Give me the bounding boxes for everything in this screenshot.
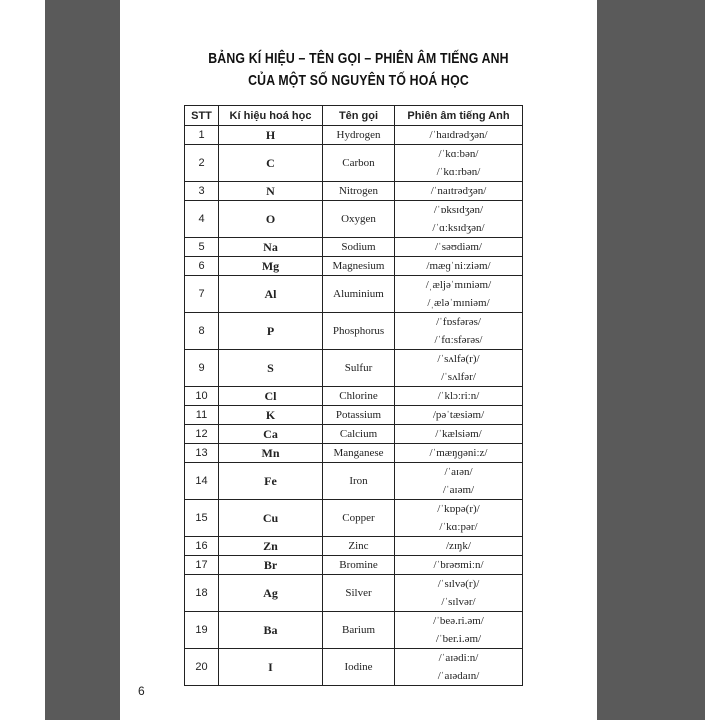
cell-stt: 9 — [185, 350, 219, 387]
pronunciation-line: /ˈɒksɪdʒən/ — [433, 204, 484, 216]
pronunciation-line: /ˈaɪədaɪn/ — [437, 670, 480, 682]
cell-stt: 7 — [185, 276, 219, 313]
cell-name: Chlorine — [323, 387, 395, 406]
cell-stt: 4 — [185, 201, 219, 238]
pronunciation-line: /ˈnaɪtrədʒən/ — [430, 185, 487, 197]
cell-pronunciation — [395, 238, 523, 257]
cell-stt: 3 — [185, 182, 219, 201]
header-symbol: Kí hiệu hoá học — [219, 106, 323, 126]
pronunciation-line: /ˈsəʊdiəm/ — [435, 241, 482, 253]
cell-symbol: Zn — [219, 537, 323, 556]
table-row — [185, 145, 523, 182]
cell-symbol: I — [219, 649, 323, 686]
pronunciation-line: /pəˈtæsiəm/ — [432, 409, 485, 421]
cell-pronunciation — [395, 126, 523, 145]
pronunciation-line: /ˈsɪlvər/ — [441, 596, 476, 608]
cell-symbol: Ag — [219, 575, 323, 612]
table-row — [185, 387, 523, 406]
cell-name: Aluminium — [323, 276, 395, 313]
cell-symbol: N — [219, 182, 323, 201]
header-name: Tên gọi — [323, 106, 395, 126]
table-row — [185, 313, 523, 350]
title-line-2: CỦA MỘT SỐ NGUYÊN TỐ HOÁ HỌC — [248, 72, 469, 89]
pronunciation-line: /ˈkælsiəm/ — [435, 428, 482, 440]
pronunciation-line: /ˈbeə.ri.əm/ — [433, 615, 484, 627]
cell-stt: 2 — [185, 145, 219, 182]
cell-stt: 20 — [185, 649, 219, 686]
cell-name: Potassium — [323, 406, 395, 425]
table-row — [185, 556, 523, 575]
cell-name: Phosphorus — [323, 313, 395, 350]
table-row — [185, 425, 523, 444]
cell-pronunciation — [395, 425, 523, 444]
cell-symbol: Mg — [219, 257, 323, 276]
cell-name: Bromine — [323, 556, 395, 575]
cell-name: Iodine — [323, 649, 395, 686]
cell-name: Silver — [323, 575, 395, 612]
table-row — [185, 649, 523, 686]
table-row — [185, 463, 523, 500]
page-number: 6 — [138, 684, 145, 698]
cell-symbol: Cl — [219, 387, 323, 406]
cell-symbol: Br — [219, 556, 323, 575]
elements-table — [184, 105, 523, 686]
table-row — [185, 182, 523, 201]
cell-pronunciation — [395, 649, 523, 686]
cell-pronunciation — [395, 145, 523, 182]
table-header-row — [185, 106, 523, 126]
cell-symbol: H — [219, 126, 323, 145]
cell-stt: 19 — [185, 612, 219, 649]
table-row — [185, 238, 523, 257]
pronunciation-line: /ˈmæŋɡəniːz/ — [429, 447, 488, 459]
header-stt: STT — [185, 106, 219, 126]
table-row — [185, 126, 523, 145]
pronunciation-line: /mæɡˈniːziəm/ — [426, 260, 491, 272]
pronunciation-line: /ˌæləˈmɪniəm/ — [427, 297, 490, 309]
cell-symbol: Mn — [219, 444, 323, 463]
cell-pronunciation — [395, 537, 523, 556]
cell-stt: 5 — [185, 238, 219, 257]
cell-name: Calcium — [323, 425, 395, 444]
cell-stt: 14 — [185, 463, 219, 500]
cell-stt: 8 — [185, 313, 219, 350]
pronunciation-line: /ˈber.i.əm/ — [435, 633, 482, 645]
pronunciation-line: /ˈkɑːpər/ — [439, 521, 478, 533]
pronunciation-line: /ˈɑːksɪdʒən/ — [432, 222, 485, 234]
pronunciation-line: /ˈsʌlfə(r)/ — [437, 353, 480, 365]
pronunciation-line: /ˈkɑːrbən/ — [436, 166, 481, 178]
pronunciation-line: /ˈklɔːriːn/ — [437, 390, 480, 402]
cell-name: Iron — [323, 463, 395, 500]
cell-name: Hydrogen — [323, 126, 395, 145]
pronunciation-line: /zɪŋk/ — [446, 540, 471, 552]
page-title — [163, 48, 554, 92]
cell-name: Zinc — [323, 537, 395, 556]
pronunciation-line: /ˈfɒsfərəs/ — [436, 316, 481, 328]
cell-pronunciation — [395, 276, 523, 313]
cell-stt: 13 — [185, 444, 219, 463]
table-row — [185, 276, 523, 313]
pronunciation-line: /ˌæljəˈmɪniəm/ — [425, 279, 492, 291]
cell-pronunciation — [395, 257, 523, 276]
cell-pronunciation — [395, 612, 523, 649]
cell-pronunciation — [395, 444, 523, 463]
cell-pronunciation — [395, 182, 523, 201]
cell-stt: 11 — [185, 406, 219, 425]
table-row — [185, 350, 523, 387]
cell-stt: 6 — [185, 257, 219, 276]
cell-pronunciation — [395, 406, 523, 425]
cell-name: Oxygen — [323, 201, 395, 238]
cell-symbol: P — [219, 313, 323, 350]
pronunciation-line: /ˈaɪədiːn/ — [438, 652, 479, 664]
cell-pronunciation — [395, 387, 523, 406]
cell-stt: 12 — [185, 425, 219, 444]
pronunciation-line: /ˈkɒpə(r)/ — [437, 503, 480, 515]
pronunciation-line: /ˈaɪən/ — [444, 466, 473, 478]
cell-name: Magnesium — [323, 257, 395, 276]
cell-name: Carbon — [323, 145, 395, 182]
cell-stt: 15 — [185, 500, 219, 537]
cell-symbol: Na — [219, 238, 323, 257]
header-pronunciation: Phiên âm tiếng Anh — [395, 106, 523, 126]
cell-symbol: C — [219, 145, 323, 182]
table-row — [185, 257, 523, 276]
cell-pronunciation — [395, 350, 523, 387]
cell-name: Copper — [323, 500, 395, 537]
table-row — [185, 201, 523, 238]
cell-pronunciation — [395, 556, 523, 575]
title-line-1: BẢNG KÍ HIỆU – TÊN GỌI – PHIÊN ÂM TIẾNG ANH — [208, 50, 509, 67]
pronunciation-line: /ˈfɑːsfərəs/ — [434, 334, 483, 346]
cell-stt: 16 — [185, 537, 219, 556]
cell-name: Nitrogen — [323, 182, 395, 201]
cell-symbol: Ca — [219, 425, 323, 444]
cell-name: Barium — [323, 612, 395, 649]
cell-name: Sulfur — [323, 350, 395, 387]
cell-name: Manganese — [323, 444, 395, 463]
pronunciation-line: /ˈaɪəm/ — [442, 484, 475, 496]
pronunciation-line: /ˈbrəʊmiːn/ — [433, 559, 484, 571]
cell-pronunciation — [395, 575, 523, 612]
table-row — [185, 500, 523, 537]
cell-pronunciation — [395, 201, 523, 238]
cell-symbol: K — [219, 406, 323, 425]
cell-name: Sodium — [323, 238, 395, 257]
table-row — [185, 612, 523, 649]
cell-symbol: O — [219, 201, 323, 238]
pronunciation-line: /ˈsʌlfər/ — [441, 371, 476, 383]
pronunciation-line: /ˈhaɪdrədʒən/ — [429, 129, 488, 141]
cell-symbol: S — [219, 350, 323, 387]
cell-pronunciation — [395, 313, 523, 350]
cell-symbol: Ba — [219, 612, 323, 649]
cell-stt: 17 — [185, 556, 219, 575]
cell-pronunciation — [395, 500, 523, 537]
table-row — [185, 406, 523, 425]
cell-symbol: Al — [219, 276, 323, 313]
document-page — [120, 0, 597, 720]
table-row — [185, 444, 523, 463]
cell-pronunciation — [395, 463, 523, 500]
cell-stt: 10 — [185, 387, 219, 406]
cell-symbol: Fe — [219, 463, 323, 500]
table-row — [185, 575, 523, 612]
pronunciation-line: /ˈkɑːbən/ — [438, 148, 479, 160]
cell-symbol: Cu — [219, 500, 323, 537]
cell-stt: 1 — [185, 126, 219, 145]
table-row — [185, 537, 523, 556]
pronunciation-line: /ˈsɪlvə(r)/ — [437, 578, 480, 590]
cell-stt: 18 — [185, 575, 219, 612]
